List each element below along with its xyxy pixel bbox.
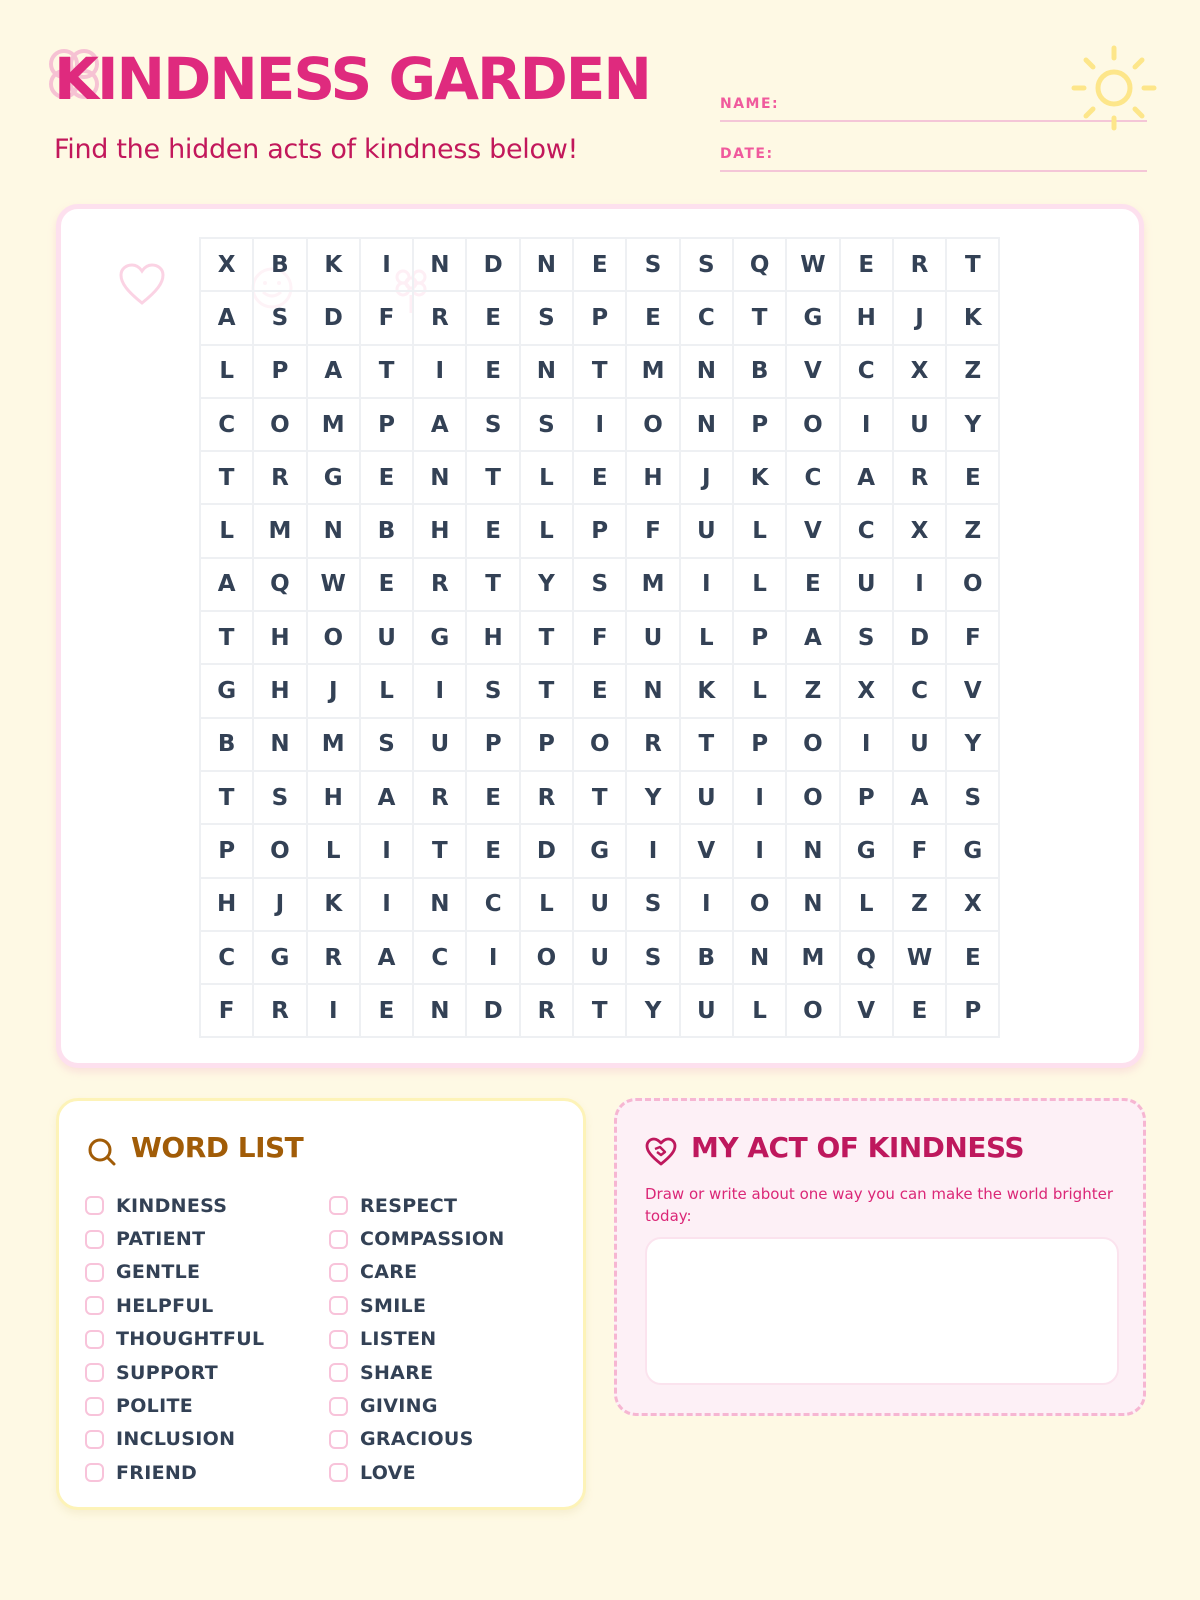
grid-cell[interactable]: F (360, 291, 413, 344)
grid-cell[interactable]: C (200, 398, 253, 451)
grid-cell[interactable]: O (307, 611, 360, 664)
word-checkbox[interactable] (85, 1397, 104, 1416)
word-checkbox[interactable] (85, 1230, 104, 1249)
grid-cell[interactable]: T (466, 558, 519, 611)
date-label: DATE: (720, 146, 774, 162)
word-label: COMPASSION (360, 1228, 505, 1251)
grid-cell[interactable]: D (893, 611, 946, 664)
word-checkbox[interactable] (85, 1263, 104, 1282)
grid-cell[interactable]: O (946, 558, 999, 611)
grid-cell[interactable]: P (200, 824, 253, 877)
word-list-item (85, 1423, 264, 1456)
act-prompt: Draw or write about one way you can make the world brighter today: (645, 1185, 1113, 1225)
grid-cell[interactable]: H (253, 611, 306, 664)
grid-cell[interactable]: Q (733, 238, 786, 291)
grid-cell[interactable]: S (680, 238, 733, 291)
word-list-item (329, 1389, 505, 1422)
grid-cell[interactable]: Z (946, 504, 999, 557)
grid-cell[interactable]: N (786, 824, 839, 877)
word-list-item (329, 1423, 505, 1456)
grid-cell[interactable]: K (307, 238, 360, 291)
grid-cell[interactable]: H (307, 771, 360, 824)
word-checkbox[interactable] (85, 1296, 104, 1315)
grid-cell[interactable]: G (946, 824, 999, 877)
word-label: THOUGHTFUL (116, 1328, 265, 1351)
grid-cell[interactable]: R (307, 931, 360, 984)
grid-cell[interactable]: I (840, 398, 893, 451)
grid-cell[interactable]: H (200, 878, 253, 931)
grid-cell[interactable]: P (733, 611, 786, 664)
grid-cell[interactable]: X (946, 878, 999, 931)
grid-cell[interactable]: L (307, 824, 360, 877)
grid-cell[interactable]: M (626, 345, 679, 398)
grid-cell[interactable]: V (786, 504, 839, 557)
grid-cell[interactable]: G (840, 824, 893, 877)
word-search-card (56, 204, 1144, 1068)
grid-cell[interactable]: T (520, 664, 573, 717)
grid-cell[interactable]: L (680, 611, 733, 664)
grid-cell[interactable]: K (307, 878, 360, 931)
grid-cell[interactable]: A (200, 291, 253, 344)
grid-cell[interactable]: P (840, 771, 893, 824)
grid-cell[interactable]: X (840, 664, 893, 717)
grid-cell[interactable]: P (733, 398, 786, 451)
word-list-item (329, 1323, 505, 1356)
grid-cell[interactable]: L (520, 451, 573, 504)
grid-cell[interactable]: N (520, 345, 573, 398)
grid-cell[interactable]: P (733, 718, 786, 771)
word-label: HELPFUL (116, 1294, 214, 1317)
grid-cell[interactable]: H (466, 611, 519, 664)
grid-cell[interactable]: N (680, 345, 733, 398)
grid-cell[interactable]: Y (626, 984, 679, 1037)
grid-cell[interactable]: S (626, 931, 679, 984)
grid-cell[interactable]: T (680, 718, 733, 771)
grid-cell[interactable]: E (946, 931, 999, 984)
grid-cell[interactable]: O (786, 771, 839, 824)
grid-cell[interactable]: G (786, 291, 839, 344)
grid-cell[interactable]: U (626, 611, 679, 664)
grid-cell[interactable]: G (307, 451, 360, 504)
grid-cell[interactable]: E (360, 451, 413, 504)
grid-cell[interactable]: L (200, 345, 253, 398)
grid-cell[interactable]: L (360, 664, 413, 717)
grid-cell[interactable]: W (307, 558, 360, 611)
grid-cell[interactable]: I (360, 824, 413, 877)
grid-cell[interactable]: J (893, 291, 946, 344)
grid-cell[interactable]: I (733, 771, 786, 824)
grid-cell[interactable]: I (840, 718, 893, 771)
word-checkbox[interactable] (329, 1330, 348, 1349)
word-label: PATIENT (116, 1228, 206, 1251)
grid-cell[interactable]: U (413, 718, 466, 771)
grid-cell[interactable]: Z (893, 878, 946, 931)
sun-icon (1068, 42, 1160, 134)
word-checkbox[interactable] (85, 1363, 104, 1382)
grid-cell[interactable]: C (413, 931, 466, 984)
word-checkbox[interactable] (329, 1363, 348, 1382)
word-checkbox[interactable] (85, 1196, 104, 1215)
grid-cell[interactable]: E (360, 984, 413, 1037)
grid-cell[interactable]: S (626, 238, 679, 291)
grid-cell[interactable]: E (466, 291, 519, 344)
grid-cell[interactable]: I (680, 878, 733, 931)
grid-cell[interactable]: U (680, 771, 733, 824)
grid-cell[interactable]: F (893, 824, 946, 877)
grid-cell[interactable]: E (573, 451, 626, 504)
act-drawing-area[interactable] (645, 1237, 1119, 1385)
grid-cell[interactable]: Z (946, 345, 999, 398)
grid-cell[interactable]: N (680, 398, 733, 451)
grid-cell[interactable]: R (893, 451, 946, 504)
grid-cell[interactable]: P (946, 984, 999, 1037)
word-list-item (329, 1356, 505, 1389)
word-list-item (329, 1189, 505, 1222)
grid-cell[interactable]: S (573, 558, 626, 611)
grid-cell[interactable]: P (520, 718, 573, 771)
word-checkbox[interactable] (329, 1196, 348, 1215)
word-checkbox[interactable] (329, 1463, 348, 1482)
word-list-item (329, 1256, 505, 1289)
name-label: NAME: (720, 96, 780, 112)
word-checkbox[interactable] (85, 1430, 104, 1449)
word-label: POLITE (116, 1395, 193, 1418)
grid-cell[interactable]: Y (946, 398, 999, 451)
grid-cell[interactable]: O (573, 718, 626, 771)
grid-cell[interactable]: O (786, 398, 839, 451)
word-checkbox[interactable] (329, 1230, 348, 1249)
grid-cell[interactable]: S (840, 611, 893, 664)
grid-cell[interactable]: U (680, 504, 733, 557)
grid-cell[interactable]: T (466, 451, 519, 504)
grid-cell[interactable]: E (466, 504, 519, 557)
grid-cell[interactable]: U (573, 931, 626, 984)
grid-cell[interactable]: N (413, 451, 466, 504)
grid-cell[interactable]: S (946, 771, 999, 824)
grid-cell[interactable]: N (520, 238, 573, 291)
word-list-item (85, 1323, 264, 1356)
grid-cell[interactable]: D (307, 291, 360, 344)
grid-cell[interactable]: L (520, 504, 573, 557)
grid-cell[interactable]: N (307, 504, 360, 557)
grid-cell[interactable]: E (893, 984, 946, 1037)
grid-cell[interactable]: K (946, 291, 999, 344)
grid-cell[interactable]: X (893, 345, 946, 398)
heart-handshake-icon (645, 1137, 677, 1167)
grid-cell[interactable]: G (573, 824, 626, 877)
grid-cell[interactable]: F (946, 611, 999, 664)
grid-cell[interactable]: O (520, 931, 573, 984)
grid-cell[interactable]: T (360, 345, 413, 398)
grid-cell[interactable]: V (680, 824, 733, 877)
grid-cell[interactable]: S (360, 718, 413, 771)
grid-cell[interactable]: E (573, 238, 626, 291)
grid-cell[interactable]: C (680, 291, 733, 344)
grid-cell[interactable]: Z (786, 664, 839, 717)
grid-cell[interactable]: E (360, 558, 413, 611)
word-label: INCLUSION (116, 1428, 236, 1451)
grid-cell[interactable]: U (573, 878, 626, 931)
grid-cell[interactable]: I (466, 931, 519, 984)
grid-cell[interactable]: E (840, 238, 893, 291)
act-of-kindness-card (614, 1098, 1146, 1416)
grid-cell[interactable]: A (360, 931, 413, 984)
grid-cell[interactable]: M (307, 398, 360, 451)
grid-cell[interactable]: E (946, 451, 999, 504)
grid-cell[interactable]: Y (520, 558, 573, 611)
grid-cell[interactable]: B (733, 345, 786, 398)
grid-cell[interactable]: H (253, 664, 306, 717)
grid-cell[interactable]: U (840, 558, 893, 611)
word-list-item (85, 1289, 264, 1322)
grid-cell[interactable]: S (520, 291, 573, 344)
word-label: CARE (360, 1261, 418, 1284)
grid-cell[interactable]: M (626, 558, 679, 611)
grid-cell[interactable]: I (733, 824, 786, 877)
grid-cell[interactable]: V (786, 345, 839, 398)
grid-cell[interactable]: S (626, 878, 679, 931)
act-title: MY ACT OF KINDNESS (691, 1131, 1025, 1164)
grid-cell[interactable]: C (786, 451, 839, 504)
word-list-item (85, 1222, 264, 1255)
grid-cell[interactable]: U (893, 398, 946, 451)
grid-cell[interactable]: E (466, 345, 519, 398)
word-list-item (329, 1222, 505, 1255)
grid-cell[interactable]: M (253, 504, 306, 557)
grid-cell[interactable]: M (786, 931, 839, 984)
grid-cell[interactable]: V (946, 664, 999, 717)
grid-cell[interactable]: R (253, 451, 306, 504)
word-label: SUPPORT (116, 1361, 218, 1384)
grid-cell[interactable]: L (733, 984, 786, 1037)
word-list-item (329, 1456, 505, 1489)
grid-cell[interactable]: P (573, 291, 626, 344)
grid-cell[interactable]: A (786, 611, 839, 664)
page-subtitle: Find the hidden acts of kindness below! (54, 134, 579, 165)
grid-cell[interactable]: N (413, 238, 466, 291)
grid-cell[interactable]: K (733, 451, 786, 504)
word-label: RESPECT (360, 1194, 458, 1217)
grid-cell[interactable]: P (573, 504, 626, 557)
word-label: SMILE (360, 1294, 427, 1317)
grid-cell[interactable]: B (680, 931, 733, 984)
grid-cell[interactable]: Y (626, 771, 679, 824)
grid-cell[interactable]: I (893, 558, 946, 611)
word-list-column-1 (85, 1189, 264, 1490)
grid-cell[interactable]: N (786, 878, 839, 931)
grid-cell[interactable]: S (466, 398, 519, 451)
grid-cell[interactable]: E (626, 291, 679, 344)
word-label: GIVING (360, 1395, 438, 1418)
grid-cell[interactable]: V (840, 984, 893, 1037)
word-list-card (56, 1098, 586, 1510)
grid-cell[interactable]: O (253, 824, 306, 877)
grid-cell[interactable]: Q (840, 931, 893, 984)
grid-cell[interactable]: R (413, 771, 466, 824)
grid-cell[interactable]: C (840, 504, 893, 557)
word-checkbox[interactable] (329, 1397, 348, 1416)
grid-cell[interactable]: R (253, 984, 306, 1037)
grid-cell[interactable]: U (680, 984, 733, 1037)
word-list-title: WORD LIST (131, 1131, 304, 1164)
grid-cell[interactable]: R (413, 558, 466, 611)
grid-cell[interactable]: L (200, 504, 253, 557)
grid-cell[interactable]: I (360, 878, 413, 931)
grid-cell[interactable]: G (413, 611, 466, 664)
grid-cell[interactable]: I (626, 824, 679, 877)
grid-cell[interactable]: D (466, 984, 519, 1037)
grid-cell[interactable]: P (253, 345, 306, 398)
grid-cell[interactable]: L (733, 558, 786, 611)
grid-cell[interactable]: T (520, 611, 573, 664)
grid-cell[interactable]: I (307, 984, 360, 1037)
word-label: GENTLE (116, 1261, 201, 1284)
grid-cell[interactable]: N (253, 718, 306, 771)
word-label: KINDNESS (116, 1194, 228, 1217)
grid-cell[interactable]: O (733, 878, 786, 931)
grid-cell[interactable]: T (413, 824, 466, 877)
grid-cell[interactable]: M (307, 718, 360, 771)
word-checkbox[interactable] (85, 1330, 104, 1349)
grid-cell[interactable]: T (200, 451, 253, 504)
grid-cell[interactable]: I (680, 558, 733, 611)
grid-cell[interactable]: I (413, 664, 466, 717)
word-list-column-2 (329, 1189, 505, 1490)
page-title: KINDNESS GARDEN (54, 45, 650, 113)
grid-cell[interactable]: H (413, 504, 466, 557)
date-field[interactable] (720, 146, 1147, 172)
grid-cell[interactable]: A (200, 558, 253, 611)
word-checkbox[interactable] (85, 1463, 104, 1482)
grid-cell[interactable]: K (680, 664, 733, 717)
search-icon (87, 1137, 117, 1167)
grid-cell[interactable]: E (786, 558, 839, 611)
grid-cell[interactable]: P (360, 398, 413, 451)
grid-cell[interactable]: T (573, 345, 626, 398)
grid-cell[interactable]: O (253, 398, 306, 451)
grid-cell[interactable]: E (466, 771, 519, 824)
grid-cell[interactable]: A (307, 345, 360, 398)
word-checkbox[interactable] (329, 1430, 348, 1449)
grid-cell[interactable]: B (360, 504, 413, 557)
grid-cell[interactable]: W (893, 931, 946, 984)
grid-cell[interactable]: N (413, 984, 466, 1037)
grid-cell[interactable]: B (200, 718, 253, 771)
grid-cell[interactable]: R (520, 771, 573, 824)
word-label: FRIEND (116, 1461, 198, 1484)
grid-cell[interactable]: R (893, 238, 946, 291)
grid-cell[interactable]: A (840, 451, 893, 504)
grid-cell[interactable]: Y (946, 718, 999, 771)
grid-cell[interactable]: N (413, 878, 466, 931)
word-checkbox[interactable] (329, 1296, 348, 1315)
grid-cell[interactable]: T (573, 984, 626, 1037)
word-label: GRACIOUS (360, 1428, 474, 1451)
grid-cell[interactable]: B (253, 238, 306, 291)
grid-cell[interactable]: R (413, 291, 466, 344)
grid-cell[interactable]: G (200, 664, 253, 717)
grid-cell[interactable]: T (200, 771, 253, 824)
grid-cell[interactable]: O (626, 398, 679, 451)
word-list-item (85, 1256, 264, 1289)
grid-cell[interactable]: O (786, 718, 839, 771)
grid-cell[interactable]: C (466, 878, 519, 931)
grid-cell[interactable]: R (520, 984, 573, 1037)
grid-cell[interactable]: G (253, 931, 306, 984)
grid-cell[interactable]: S (466, 664, 519, 717)
grid-cell[interactable]: H (840, 291, 893, 344)
word-list-item (85, 1356, 264, 1389)
word-label: LISTEN (360, 1328, 437, 1351)
grid-cell[interactable]: C (840, 345, 893, 398)
grid-cell[interactable]: F (200, 984, 253, 1037)
grid-cell[interactable]: S (253, 771, 306, 824)
grid-cell[interactable]: A (413, 398, 466, 451)
grid-cell[interactable]: O (786, 984, 839, 1037)
grid-cell[interactable]: C (200, 931, 253, 984)
grid-cell[interactable]: E (573, 664, 626, 717)
grid-cell[interactable]: A (893, 771, 946, 824)
word-list-item (85, 1389, 264, 1422)
grid-cell[interactable]: P (466, 718, 519, 771)
grid-cell[interactable]: T (946, 238, 999, 291)
letter-grid (199, 237, 1000, 1038)
grid-cell[interactable]: T (573, 771, 626, 824)
grid-cell[interactable]: J (680, 451, 733, 504)
grid-cell[interactable]: D (466, 238, 519, 291)
grid-cell[interactable]: W (786, 238, 839, 291)
grid-cell[interactable]: N (626, 664, 679, 717)
grid-cell[interactable]: H (626, 451, 679, 504)
grid-cell[interactable]: C (893, 664, 946, 717)
word-checkbox[interactable] (329, 1263, 348, 1282)
grid-cell[interactable]: U (360, 611, 413, 664)
grid-cell[interactable]: R (626, 718, 679, 771)
grid-cell[interactable]: X (893, 504, 946, 557)
grid-cell[interactable]: T (200, 611, 253, 664)
grid-cell[interactable]: J (253, 878, 306, 931)
grid-cell[interactable]: A (360, 771, 413, 824)
grid-cell[interactable]: Q (253, 558, 306, 611)
grid-cell[interactable]: I (413, 345, 466, 398)
grid-cell[interactable]: L (733, 504, 786, 557)
grid-cell[interactable]: F (626, 504, 679, 557)
grid-cell[interactable]: L (733, 664, 786, 717)
grid-cell[interactable]: S (520, 398, 573, 451)
word-label: SHARE (360, 1361, 434, 1384)
grid-cell[interactable]: J (307, 664, 360, 717)
word-list-item (329, 1289, 505, 1322)
grid-cell[interactable]: F (573, 611, 626, 664)
grid-cell[interactable]: L (840, 878, 893, 931)
grid-cell[interactable]: U (893, 718, 946, 771)
grid-cell[interactable]: N (733, 931, 786, 984)
grid-cell[interactable]: E (466, 824, 519, 877)
grid-cell[interactable]: S (253, 291, 306, 344)
grid-cell[interactable]: I (573, 398, 626, 451)
word-list-item (85, 1189, 264, 1222)
word-label: LOVE (360, 1461, 416, 1484)
grid-cell[interactable]: X (200, 238, 253, 291)
grid-cell[interactable]: T (733, 291, 786, 344)
grid-cell[interactable]: I (360, 238, 413, 291)
word-list-item (85, 1456, 264, 1489)
grid-cell[interactable]: L (520, 878, 573, 931)
grid-cell[interactable]: D (520, 824, 573, 877)
heart-outline-icon (117, 261, 167, 307)
